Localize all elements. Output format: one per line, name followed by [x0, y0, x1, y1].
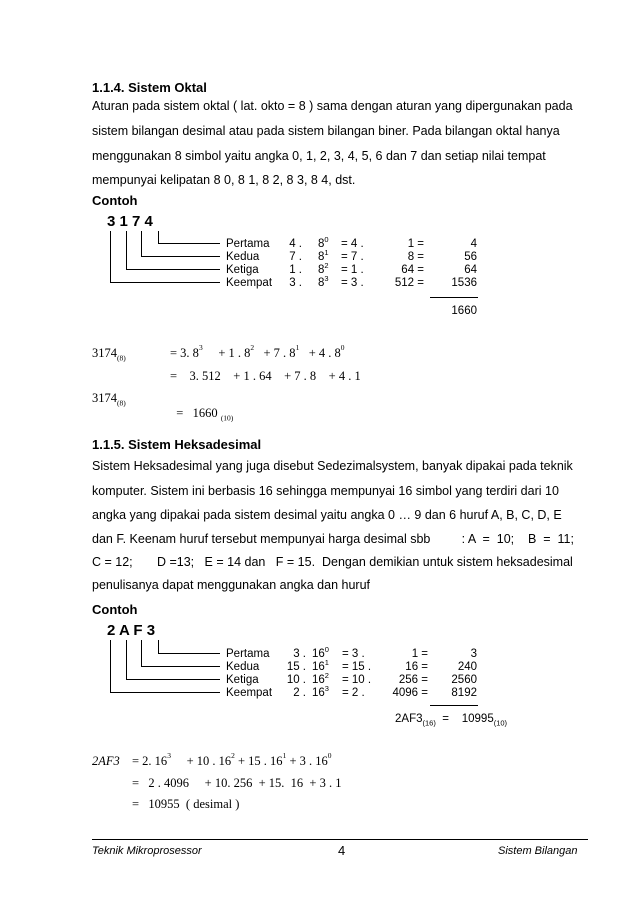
paragraph-line: angka yang dipakai pada sistem desimal yaitu angka 0 … 9 dan 6 huruf A, B, C, D, E	[92, 508, 562, 522]
row-label: Pertama	[226, 238, 270, 250]
equation-rhs-1: = 3. $8^3$ + 1 . $8^2$ + 7 . $8^1$ + 4 . $8^0$	[170, 343, 345, 360]
row-digit: 7 .	[289, 251, 302, 263]
row-value: 4	[470, 238, 477, 250]
row-eq: = 10 .	[342, 674, 372, 686]
equation-rhs-2: = 3. 512 + 1 . 64 + 7 . 8 + 4 . 1	[170, 369, 361, 383]
paragraph-line: komputer. Sistem ini berbasis 16 sehingga mempunyai 16 simbol yang terdiri dari 10	[92, 484, 559, 498]
paragraph-line: mempunyai kelipatan 8 0, 8 1, 8 2, 8 3, 8 4, dst.	[92, 173, 356, 187]
row-base: $16^1$	[312, 658, 329, 673]
section-heading-oktal: 1.1.4. Sistem Oktal	[92, 80, 207, 95]
row-digit: 3 .	[293, 648, 306, 660]
row-base: $16^2$	[312, 671, 329, 686]
paragraph-line: sistem bilangan desimal atau pada sistem bilangan biner. Pada bilangan oktal hanya	[92, 124, 560, 138]
row-label: Kedua	[226, 251, 260, 263]
footer-left: Teknik Mikroprosessor	[92, 845, 202, 857]
footer-rule	[92, 839, 588, 840]
row-base: $16^3$	[312, 684, 329, 699]
paragraph-line: Sistem Heksadesimal yang juga disebut Sedezimalsystem, banyak dipakai pada teknik	[92, 459, 573, 473]
row-weight: 4096 =	[392, 687, 428, 699]
section-heading-heksa: 1.1.5. Sistem Heksadesimal	[92, 437, 262, 452]
row-base: $8^3$	[318, 274, 329, 289]
row-label: Keempat	[226, 687, 273, 699]
row-label: Keempat	[226, 277, 273, 289]
example-number-oktal: 3 1 7 4	[107, 213, 153, 230]
equation-line-1: $3174_{(8)}$	[92, 346, 126, 363]
row-label: Ketiga	[226, 264, 259, 276]
row-base: $8^2$	[318, 261, 329, 276]
sum-total-heksa: $2AF3_{(16)}$ = $10995_{(10)}$	[395, 713, 508, 728]
row-label: Ketiga	[226, 674, 259, 686]
example-number-heksa: 2 A F 3	[107, 622, 156, 639]
paragraph-line: Aturan pada sistem oktal ( lat. okto = 8 ) sama dengan aturan yang dipergunakan pada	[92, 99, 573, 113]
paragraph-line: menggunakan 8 simbol yaitu angka 0, 1, 2, 3, 4, 5, 6 dan 7 dan setiap nilai tempat	[92, 149, 546, 163]
row-label: Kedua	[226, 661, 260, 673]
row-value: 3	[470, 648, 477, 660]
equation-line-3: $3174_{(8)}$	[92, 391, 126, 408]
row-eq: = 3 .	[341, 277, 364, 289]
row-eq: = 4 .	[341, 238, 364, 250]
sum-line	[430, 297, 478, 298]
row-weight: 256 =	[398, 674, 428, 686]
paragraph-line: dan F. Keenam huruf tersebut mempunyai harga desimal sbb : A = 10; B = 11;	[92, 532, 574, 546]
row-base: $8^1$	[318, 248, 329, 263]
example-label-oktal: Contoh	[92, 193, 138, 208]
page-number: 4	[338, 843, 346, 858]
row-value: 2560	[451, 674, 477, 686]
paragraph-line: penulisanya dapat menggunakan angka dan huruf	[92, 578, 370, 592]
row-weight: 16 =	[405, 661, 428, 673]
row-eq: = 3 .	[342, 648, 365, 660]
row-base: $8^0$	[318, 235, 329, 250]
row-digit: 3 .	[289, 277, 302, 289]
row-eq: = 7 .	[341, 251, 364, 263]
row-base: $16^0$	[312, 645, 329, 660]
row-digit: 4 .	[289, 238, 302, 250]
row-eq: = 2 .	[342, 687, 365, 699]
footer-right: Sistem Bilangan	[498, 845, 578, 857]
equation-rhs-heksa-1: = 2. $16^3$ + 10 . $16^2 + 15$ . $16^1 + 3$ . $16^0$	[132, 751, 332, 768]
example-label-heksa: Contoh	[92, 602, 138, 617]
row-value: 8192	[451, 687, 477, 699]
row-weight: 64 =	[401, 264, 424, 276]
row-eq: = 15 .	[342, 661, 372, 673]
row-digit: 15 .	[286, 661, 306, 673]
sum-line	[430, 705, 478, 706]
row-eq: = 1 .	[341, 264, 364, 276]
equation-rhs-heksa-2: = 2 . 4096 + 10. 256 + 15. 16 + 3 . 1	[132, 776, 342, 790]
sum-total-oktal: 1660	[451, 305, 477, 317]
row-digit: 1 .	[289, 264, 302, 276]
row-label: Pertama	[226, 648, 270, 660]
row-weight: 1 =	[411, 648, 428, 660]
row-digit: 10 .	[286, 674, 306, 686]
row-value: 56	[464, 251, 477, 263]
row-weight: 1 =	[407, 238, 424, 250]
row-weight: 8 =	[407, 251, 424, 263]
row-value: 1536	[451, 277, 477, 289]
equation-lhs-heksa: 2AF3	[92, 754, 120, 768]
row-value: 64	[464, 264, 477, 276]
equation-rhs-heksa-3: = 10955 ( desimal )	[132, 797, 240, 811]
row-value: 240	[457, 661, 477, 673]
equation-rhs-3: = 1660 $_{(10)}$	[176, 406, 234, 423]
paragraph-line: C = 12; D =13; E = 14 dan F = 15. Dengan demikian untuk sistem heksadesimal	[92, 555, 573, 569]
row-digit: 2 .	[293, 687, 306, 699]
row-weight: 512 =	[394, 277, 424, 289]
